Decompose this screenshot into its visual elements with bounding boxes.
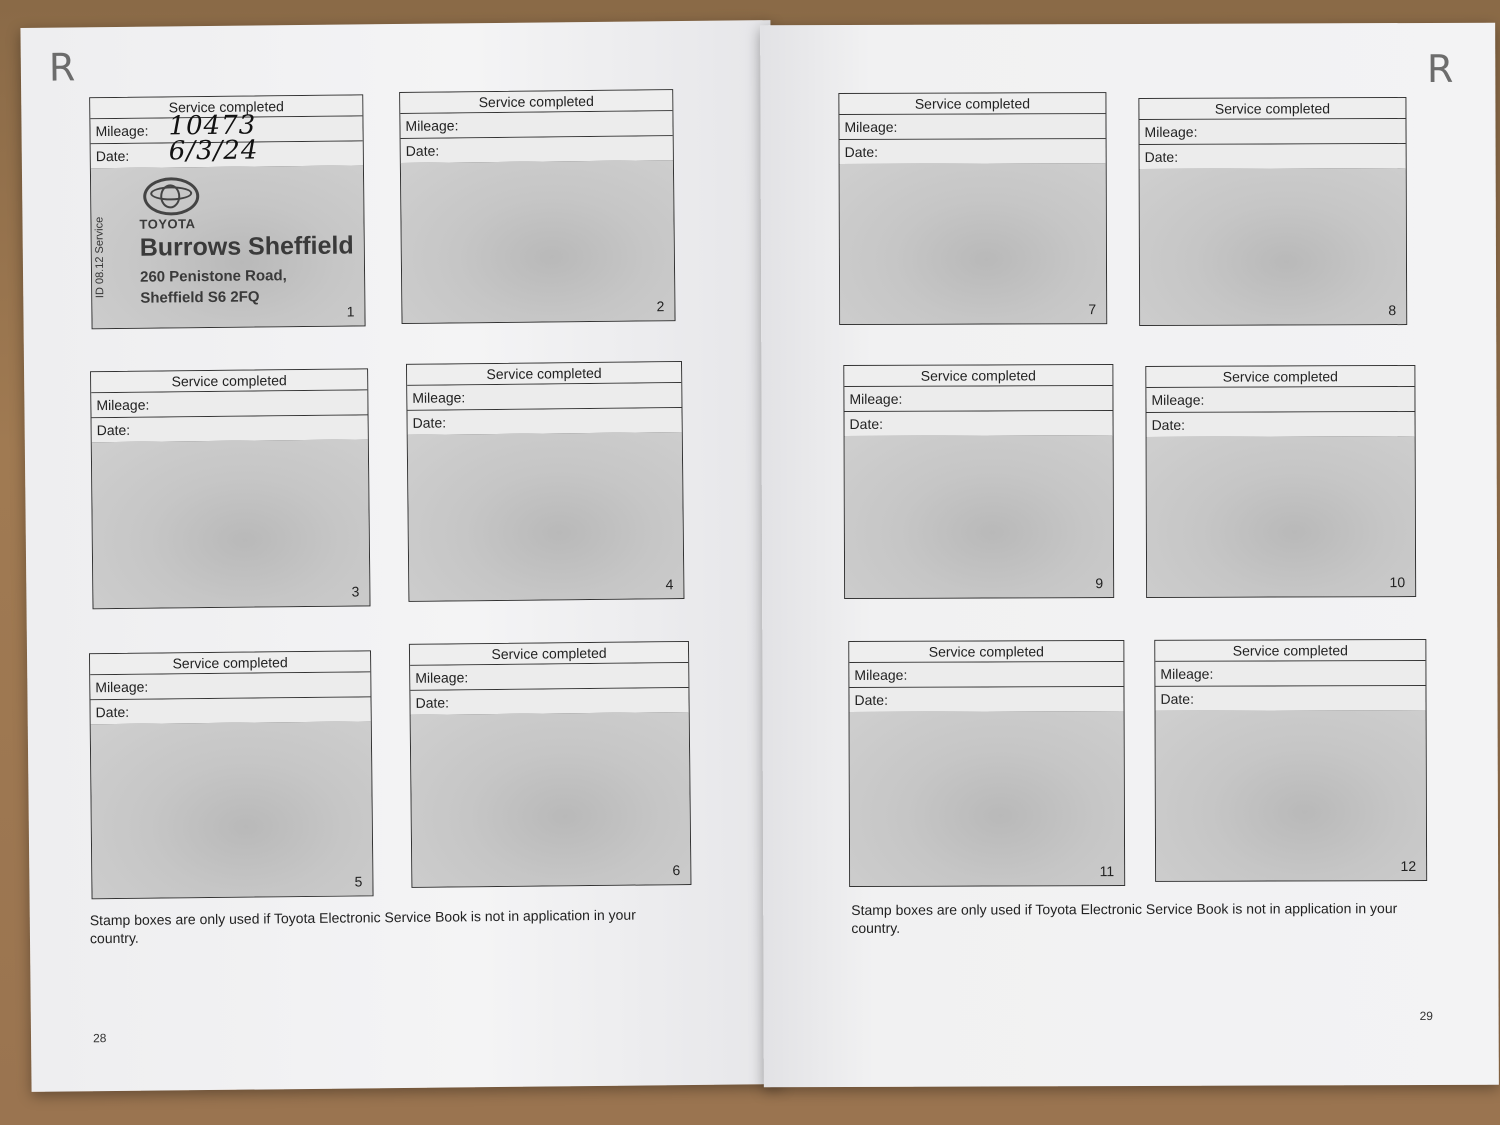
box-number: 2 bbox=[656, 298, 665, 315]
box-number: 11 bbox=[1099, 863, 1115, 880]
box-header: Service completed bbox=[400, 90, 672, 114]
stamp-area bbox=[91, 165, 365, 328]
box-header: Service completed bbox=[407, 362, 681, 386]
stamp-area bbox=[1156, 710, 1427, 881]
service-box-10 bbox=[1145, 365, 1416, 598]
mileage-row bbox=[410, 663, 688, 691]
stamp-area bbox=[92, 439, 370, 608]
mileage-label: Mileage: bbox=[1151, 391, 1205, 408]
mileage-row bbox=[849, 662, 1123, 688]
box-header: Service completed bbox=[91, 369, 367, 393]
box-number: 10 bbox=[1389, 574, 1406, 591]
box-number: 7 bbox=[1088, 301, 1097, 318]
date-handwritten: 6/3/24 bbox=[168, 135, 259, 167]
box-number: 5 bbox=[354, 873, 363, 890]
service-box-5 bbox=[89, 650, 374, 899]
corner-mark: R bbox=[48, 45, 76, 90]
date-label: Date: bbox=[405, 142, 440, 159]
date-label: Date: bbox=[1144, 148, 1179, 165]
date-label: Date: bbox=[95, 703, 130, 721]
date-label: Date: bbox=[96, 421, 131, 439]
date-label: Date: bbox=[95, 147, 130, 165]
date-label: Date: bbox=[1160, 690, 1194, 707]
mileage-row bbox=[90, 672, 370, 700]
box-number: 8 bbox=[1388, 302, 1397, 319]
mileage-label: Mileage: bbox=[1144, 123, 1198, 140]
mileage-row bbox=[1146, 387, 1414, 413]
mileage-row bbox=[1155, 661, 1425, 687]
stamp-area bbox=[91, 721, 373, 898]
date-label: Date: bbox=[415, 694, 450, 711]
box-header: Service completed bbox=[410, 642, 688, 666]
mileage-row bbox=[844, 386, 1112, 412]
box-number: 12 bbox=[1400, 858, 1417, 875]
box-number: 3 bbox=[351, 583, 360, 600]
box-header: Service completed bbox=[1139, 98, 1405, 120]
date-label: Date: bbox=[844, 143, 879, 160]
mileage-row bbox=[400, 111, 672, 139]
box-header: Service completed bbox=[849, 641, 1123, 663]
mileage-label: Mileage: bbox=[844, 118, 898, 135]
stamp-box-note: Stamp boxes are only used if Toyota Electronic Service Book is not in application in your country. bbox=[851, 900, 1398, 936]
mileage-label: Mileage: bbox=[95, 678, 149, 696]
stamp-brand: TOYOTA bbox=[139, 216, 196, 232]
date-row bbox=[1147, 412, 1415, 438]
box-header: Service completed bbox=[839, 93, 1105, 115]
stamp-area bbox=[850, 711, 1125, 886]
stamp-area bbox=[840, 163, 1107, 324]
mileage-label: Mileage: bbox=[854, 666, 908, 683]
box-number: 4 bbox=[665, 576, 674, 593]
box-header: Service completed bbox=[90, 95, 362, 119]
stamp-box-note: Stamp boxes are only used if Toyota Electronic Service Book is not in application in your country. bbox=[89, 906, 636, 947]
box-header: Service completed bbox=[1155, 640, 1425, 662]
stamp-area bbox=[401, 160, 675, 323]
box-header: Service completed bbox=[844, 365, 1112, 387]
mileage-label: Mileage: bbox=[412, 389, 466, 406]
service-box-3 bbox=[90, 368, 370, 609]
page-number: 29 bbox=[1419, 1008, 1433, 1023]
right-page bbox=[760, 23, 1499, 1088]
mileage-label: Mileage: bbox=[1160, 665, 1214, 682]
date-label: Date: bbox=[849, 415, 884, 432]
stamp-dealer-name: Burrows Sheffield bbox=[139, 231, 354, 262]
mileage-label: Mileage: bbox=[415, 669, 469, 686]
mileage-label: Mileage: bbox=[95, 122, 149, 140]
service-box-4 bbox=[406, 361, 684, 602]
service-box-6 bbox=[409, 641, 692, 888]
service-box-1 bbox=[89, 94, 365, 329]
service-box-8 bbox=[1138, 97, 1407, 326]
mileage-label: Mileage: bbox=[96, 396, 150, 414]
box-number: 6 bbox=[672, 862, 681, 879]
mileage-handwritten: 10473 bbox=[168, 110, 257, 142]
box-number: 9 bbox=[1095, 575, 1104, 592]
box-header: Service completed bbox=[90, 651, 370, 675]
mileage-label: Mileage: bbox=[405, 117, 459, 134]
stamp-address-1: 260 Penistone Road, bbox=[139, 267, 287, 286]
date-label: Date: bbox=[1151, 416, 1186, 433]
mileage-row bbox=[407, 383, 681, 411]
dealer-stamp bbox=[139, 175, 354, 308]
service-box-11 bbox=[848, 640, 1125, 887]
service-box-2 bbox=[399, 89, 675, 324]
page-number: 28 bbox=[92, 1031, 107, 1046]
service-box-12 bbox=[1154, 639, 1427, 882]
mileage-row bbox=[91, 390, 367, 418]
corner-mark: R bbox=[1426, 46, 1454, 91]
left-page bbox=[20, 20, 781, 1092]
date-row bbox=[849, 687, 1123, 713]
mileage-row bbox=[839, 114, 1105, 140]
box-number: 1 bbox=[346, 303, 355, 320]
stamp-side-text: ID 08.12 Service bbox=[93, 216, 107, 299]
stamp-area bbox=[411, 712, 691, 887]
date-label: Date: bbox=[412, 414, 447, 431]
stamp-area bbox=[408, 432, 684, 601]
date-label: Date: bbox=[854, 691, 889, 708]
service-box-7 bbox=[838, 92, 1107, 325]
mileage-row bbox=[1139, 119, 1405, 145]
service-box-9 bbox=[843, 364, 1114, 599]
stamp-area bbox=[845, 435, 1114, 598]
box-header: Service completed bbox=[1146, 366, 1414, 388]
toyota-logo-icon bbox=[143, 177, 199, 216]
date-row bbox=[840, 139, 1106, 165]
stamp-area bbox=[1140, 168, 1407, 325]
stamp-area bbox=[1147, 436, 1416, 597]
date-row bbox=[844, 411, 1112, 437]
mileage-label: Mileage: bbox=[849, 390, 903, 407]
date-row bbox=[1155, 686, 1425, 712]
date-row bbox=[1140, 144, 1406, 170]
stamp-address-2: Sheffield S6 2FQ bbox=[140, 288, 260, 307]
